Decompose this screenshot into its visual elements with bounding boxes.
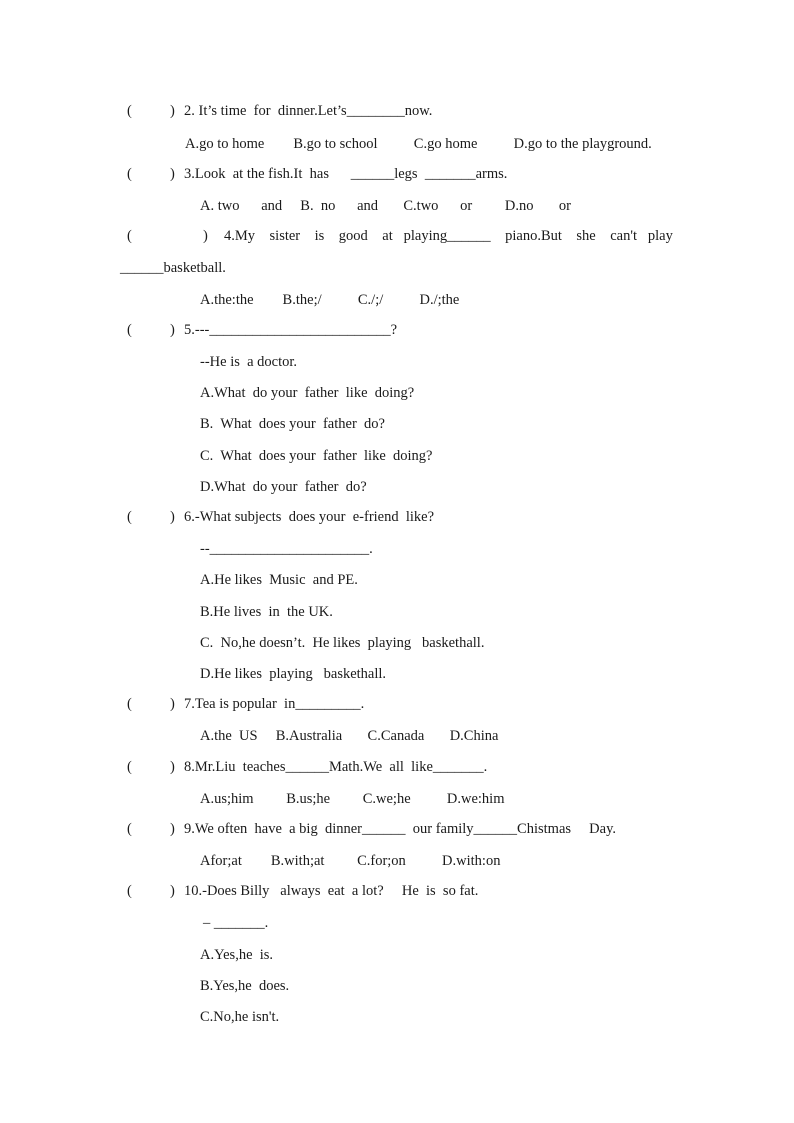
question-option: – _______. <box>203 915 269 931</box>
question-option: C. No,he doesn’t. He likes playing baskethall. <box>200 635 485 651</box>
answer-paren-open: ( <box>127 509 132 525</box>
answer-paren-close: ) <box>170 696 175 712</box>
question-options: A.us;him B.us;he C.we;he D.we:him <box>200 791 505 807</box>
question-stem-continued: ______basketball. <box>120 260 226 276</box>
question-options: Afor;at B.with;at C.for;on D.with:on <box>200 853 501 869</box>
answer-paren-open: ( <box>127 103 132 119</box>
question-option: C. What does your father like doing? <box>200 448 433 464</box>
question-stem: 5.---_________________________? <box>184 322 398 338</box>
question-stem: 9.We often have a big dinner______ our family______Chistmas Day. <box>184 821 617 837</box>
answer-paren-open: ( <box>127 696 132 712</box>
answer-paren-close: ) <box>170 166 175 182</box>
question-option: --He is a doctor. <box>200 354 298 370</box>
question-option: A.He likes Music and PE. <box>200 572 358 588</box>
answer-paren-open: ( <box>127 759 132 775</box>
question-stem: 8.Mr.Liu teaches______Math.We all like_______. <box>184 759 488 775</box>
answer-paren-close: ) <box>170 509 175 525</box>
answer-paren-close: ) <box>170 821 175 837</box>
question-stem: 7.Tea is popular in_________. <box>184 696 365 712</box>
answer-paren-open: ( <box>127 322 132 338</box>
question-stem: 3.Look at the fish.It has ______legs _______arms. <box>184 166 508 182</box>
question-options: A.go to home B.go to school C.go home D.go to the playground. <box>185 136 652 152</box>
answer-paren-open: ( <box>127 228 132 244</box>
question-option: A.What do your father like doing? <box>200 385 415 401</box>
answer-paren-open: ( <box>127 166 132 182</box>
answer-paren-close: ) <box>203 228 208 244</box>
question-stem: 4.My sister is good at playing______ piano.But she can't play <box>224 228 673 244</box>
answer-paren-close: ) <box>170 322 175 338</box>
question-options: A.the:the B.the;/ C./;/ D./;the <box>200 292 460 308</box>
answer-paren-close: ) <box>170 103 175 119</box>
question-option: B.Yes,he does. <box>200 978 290 994</box>
question-option: D.What do your father do? <box>200 479 367 495</box>
question-option: B.He lives in the UK. <box>200 604 333 620</box>
question-options: A. two and B. no and C.two or D.no or <box>200 198 571 214</box>
question-stem: 6.-What subjects does your e-friend like? <box>184 509 435 525</box>
question-option: D.He likes playing baskethall. <box>200 666 387 682</box>
question-option: C.No,he isn't. <box>200 1009 280 1025</box>
answer-paren-close: ) <box>170 883 175 899</box>
answer-paren-open: ( <box>127 883 132 899</box>
question-option: --______________________. <box>200 541 373 557</box>
question-stem: 10.-Does Billy always eat a lot? He is so fat. <box>184 883 479 899</box>
answer-paren-open: ( <box>127 821 132 837</box>
question-option: B. What does your father do? <box>200 416 385 432</box>
question-options: A.the US B.Australia C.Canada D.China <box>200 728 499 744</box>
question-stem: 2. It’s time for dinner.Let’s________now. <box>184 103 433 119</box>
question-option: A.Yes,he is. <box>200 947 274 963</box>
answer-paren-close: ) <box>170 759 175 775</box>
